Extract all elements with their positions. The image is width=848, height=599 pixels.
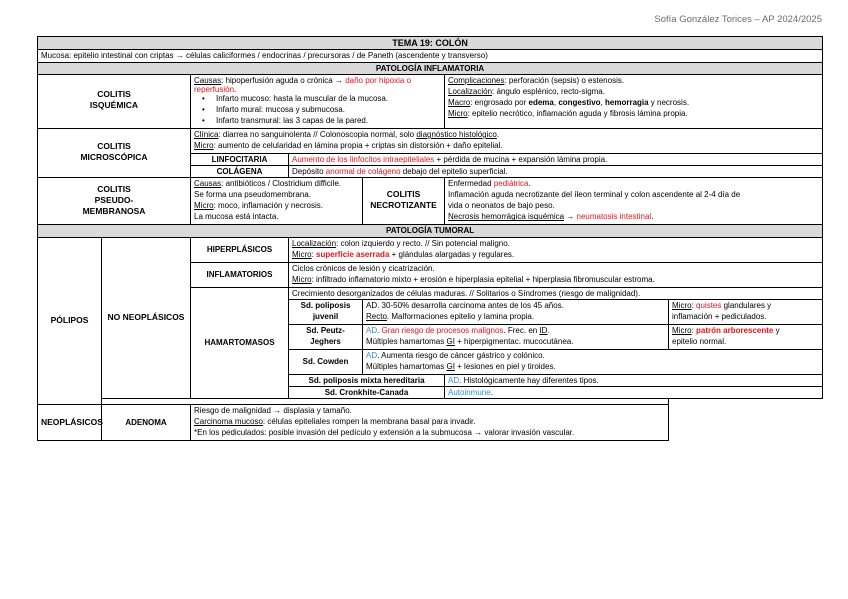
punct: . bbox=[528, 179, 531, 189]
mucosa-row bbox=[38, 50, 823, 62]
micro-line bbox=[194, 201, 359, 212]
inflamatorios-text bbox=[289, 262, 823, 287]
label-line: juvenil bbox=[312, 311, 339, 321]
label: Micro bbox=[292, 249, 312, 259]
cowden-label: Sd. Cowden bbox=[289, 349, 363, 374]
text: : antibióticos / Clostridium difficile. bbox=[221, 179, 342, 189]
label-line: Sd. Peutz- bbox=[306, 325, 345, 335]
poliposis-mixta-label: Sd. poliposis mixta hereditaria bbox=[289, 374, 445, 386]
poliposis-juvenil-text bbox=[363, 299, 669, 324]
no-neoplasicos-label: NO NEOPLÁSICOS bbox=[102, 237, 191, 399]
sep: . bbox=[377, 325, 382, 335]
text: : engrosado por bbox=[470, 97, 529, 107]
causas-line bbox=[194, 179, 359, 190]
title-row bbox=[38, 37, 823, 50]
text: Enfermedad bbox=[448, 179, 494, 189]
hiperplasicos-row bbox=[38, 237, 823, 262]
hiperplasicos-text bbox=[289, 237, 823, 262]
highlight: Gran riesgo de procesos malignos bbox=[381, 325, 504, 335]
text: : células epiteliales rompen la membrana basal para invadir. bbox=[262, 417, 476, 427]
text: : ángulo esplénico, recto-sigma. bbox=[492, 86, 605, 96]
section-header-tumoral: PATOLOGÍA TUMORAL bbox=[38, 225, 823, 237]
adenoma-label: ADENOMA bbox=[102, 405, 191, 441]
adenoma-text bbox=[191, 405, 669, 441]
text: debajo del epitelio superficial. bbox=[400, 167, 508, 177]
text: . Histológicamente hay diferentes tipos. bbox=[459, 375, 599, 385]
text-line: epitelio normal. bbox=[672, 336, 727, 346]
colagena-text bbox=[289, 166, 823, 178]
colitis-isquemica-row bbox=[38, 74, 823, 128]
highlight: patrón arborescente bbox=[696, 325, 774, 335]
tumoral-header-row bbox=[38, 225, 823, 237]
text-line: Inflamación aguda necrotizante del íleon terminal y colon ascendente al 2-4 día de bbox=[448, 190, 741, 200]
label-line: Jeghers bbox=[310, 336, 341, 346]
text: . Frec. en bbox=[503, 325, 540, 335]
text-line: AD. 30-50% desarrolla carcinoma antes de los 45 años. bbox=[366, 300, 564, 310]
micro-line bbox=[292, 250, 819, 261]
arrow: → bbox=[564, 212, 577, 222]
sep: : bbox=[311, 249, 317, 259]
text-line: Se forma una pseudomembrana. bbox=[194, 190, 311, 200]
label-line: PSEUDO- bbox=[94, 194, 134, 205]
causas-label: Causas bbox=[194, 75, 222, 85]
colitis-microscopica-label bbox=[38, 129, 191, 178]
bold-term: edema bbox=[528, 97, 554, 107]
label: Micro bbox=[292, 274, 312, 284]
colitis-isquemica-causas bbox=[191, 74, 445, 128]
bullet-item: • Infarto transmural: las 3 capas de la pared. bbox=[194, 116, 441, 127]
colitis-isquemica-details bbox=[445, 74, 823, 128]
label-line: COLITIS bbox=[97, 183, 131, 194]
colitis-microscopica-general bbox=[191, 129, 823, 154]
text-line: *En los pediculados: posible invasión del pedículo y extensión a la submucosa → valorar invasión vascular. bbox=[194, 428, 575, 438]
text: + glándulas alargadas y regulares. bbox=[389, 249, 515, 259]
label-line: NECROTIZANTE bbox=[370, 200, 437, 211]
label: Causas bbox=[194, 179, 222, 189]
bold-term: hemorragia bbox=[605, 97, 649, 107]
linfocitaria-label: LINFOCITARIA bbox=[191, 154, 289, 166]
inheritance: AD bbox=[448, 375, 460, 385]
label: Micro bbox=[194, 141, 214, 151]
text: : infiltrado inflamatorio mixto + erosión e hiperplasia epitelial + hiperplasia fibromuscular estroma. bbox=[311, 274, 655, 284]
colitis-necrotizante-label bbox=[363, 178, 445, 225]
colitis-pseudo-necro-row bbox=[38, 178, 823, 225]
text-line: inflamación + pediculados. bbox=[672, 311, 767, 321]
highlight: anormal de colágeno bbox=[325, 167, 401, 177]
text-line bbox=[448, 179, 819, 190]
label: Micro bbox=[672, 300, 692, 310]
punct: . bbox=[496, 130, 500, 140]
label-line: MEMBRANOSA bbox=[82, 205, 146, 216]
micro-line bbox=[292, 275, 819, 286]
text: Múltiples hamartomas bbox=[366, 336, 447, 346]
text-line bbox=[366, 312, 665, 323]
colon-summary-table bbox=[37, 36, 823, 441]
causas-highlight: daño por hipoxia o reperfusión bbox=[194, 75, 412, 94]
section-header-inflamatoria: PATOLOGÍA INFLAMATORIA bbox=[38, 62, 823, 74]
text: : moco, inflamación y necrosis. bbox=[213, 201, 323, 211]
punct: . bbox=[547, 325, 550, 335]
text-line bbox=[448, 212, 819, 223]
inheritance: AD bbox=[366, 350, 378, 360]
text-line: Riesgo de malignidad → displasia y tamaño. bbox=[194, 406, 352, 416]
colagena-label: COLÁGENA bbox=[191, 166, 289, 178]
text: glandulares y bbox=[721, 300, 772, 310]
label-line: COLITIS bbox=[386, 189, 421, 200]
micro-line bbox=[194, 141, 819, 152]
inheritance: AD bbox=[366, 325, 378, 335]
text-line bbox=[366, 362, 819, 373]
label: Micro bbox=[194, 201, 214, 211]
highlight: Aumento de los linfocitos intraepiteliales bbox=[292, 155, 435, 165]
poliposis-mixta-text bbox=[445, 374, 823, 386]
hiperplasicos-label: HIPERPLÁSICOS bbox=[191, 237, 289, 262]
text: Depósito bbox=[292, 167, 326, 177]
micro-line bbox=[448, 109, 819, 120]
complicaciones-line bbox=[448, 76, 819, 87]
label: Macro bbox=[448, 97, 471, 107]
text-line: vida o neonatos de bajo peso. bbox=[448, 201, 555, 211]
text-line bbox=[366, 326, 665, 337]
peutz-jeghers-micro bbox=[669, 324, 823, 349]
label: Complicaciones bbox=[448, 75, 505, 85]
text: . Aumenta riesgo de cáncer gástrico y colónico. bbox=[377, 350, 545, 360]
sep: : bbox=[691, 325, 697, 335]
neoplasicos-row bbox=[38, 405, 823, 441]
label-line: ISQUÉMICA bbox=[89, 100, 139, 111]
text-line bbox=[366, 351, 819, 362]
highlight: neumatosis intestinal bbox=[576, 212, 652, 222]
micro-line bbox=[672, 301, 819, 312]
text: . Malformaciones epitelio y lamina propia. bbox=[386, 311, 535, 321]
underlined-term: ID bbox=[539, 325, 548, 335]
label-line: COLITIS bbox=[97, 89, 131, 100]
clinica-line bbox=[194, 130, 819, 141]
peutz-jeghers-label bbox=[289, 324, 363, 349]
text-line: Ciclos crónicos de lesión y cicatrización. bbox=[292, 263, 435, 273]
inflamatoria-header-row bbox=[38, 62, 823, 74]
label-line: MICROSCÓPICA bbox=[80, 152, 148, 163]
underlined-term: GI bbox=[446, 361, 455, 371]
localizacion-line bbox=[448, 87, 819, 98]
text: y necrosis. bbox=[648, 97, 690, 107]
punct: . bbox=[651, 212, 654, 222]
text: : perforación (sepsis) o estenosis. bbox=[504, 75, 625, 85]
macro-line bbox=[448, 98, 819, 109]
causas-text: : hipoperfusión aguda o crónica → bbox=[221, 75, 346, 85]
cronkhite-canada-text bbox=[445, 387, 823, 399]
punct: . bbox=[490, 388, 493, 398]
sep: : bbox=[691, 300, 697, 310]
cowden-text bbox=[363, 349, 823, 374]
hamartomasos-label: HAMARTOMASOS bbox=[191, 287, 289, 399]
hamartomasos-general: Crecimiento desorganizados de células maduras. // Solitarios o Síndromes (riesgo de malignidad). bbox=[289, 287, 823, 299]
text: + hiperpigmentac. mucocutánea. bbox=[454, 336, 574, 346]
cronkhite-canada-label: Sd. Cronkhite-Canada bbox=[289, 387, 445, 399]
underlined-term: diagnóstico histológico bbox=[416, 130, 497, 140]
text: : epitelio necrótico, inflamación aguda y fibrosis lámina propia. bbox=[467, 108, 688, 118]
bullet-item: • Infarto mucoso: hasta la muscular de la mucosa. bbox=[194, 94, 441, 105]
text-line bbox=[194, 417, 665, 428]
underlined-term: Necrosis hemorrágica isquémica bbox=[448, 212, 565, 222]
polipos-label: PÓLIPOS bbox=[38, 237, 102, 405]
label-line: COLITIS bbox=[97, 141, 131, 152]
text: : colon izquierdo y recto. // Sin potencial maligno. bbox=[336, 238, 510, 248]
sep: , bbox=[553, 97, 559, 107]
highlight: pediátrica bbox=[493, 179, 529, 189]
text: + lesiones en piel y tiroides. bbox=[454, 361, 556, 371]
micro-line bbox=[672, 326, 819, 337]
colitis-microscopica-row1 bbox=[38, 129, 823, 154]
label: Micro bbox=[448, 108, 468, 118]
label: Localización bbox=[292, 238, 337, 248]
colitis-isquemica-label bbox=[38, 74, 191, 128]
underlined-term: GI bbox=[446, 336, 455, 346]
peutz-jeghers-text bbox=[363, 324, 669, 349]
label-line: Sd. poliposis bbox=[300, 300, 351, 310]
author-footer: Sofía González Torices – AP 2024/2025 bbox=[654, 14, 822, 25]
sep: , bbox=[600, 97, 605, 107]
text: Múltiples hamartomas bbox=[366, 361, 447, 371]
underlined-term: Recto bbox=[366, 311, 387, 321]
text: : aumento de celularidad en lámina propia + criptas sin distorsión + daño epitelial. bbox=[213, 141, 503, 151]
colitis-pseudomembranosa-text bbox=[191, 178, 363, 225]
mucosa-description: Mucosa: epitelio intestinal con criptas → células caliciformes / endocrinas / precursoras / de Paneth (ascendente y transverso) bbox=[38, 50, 823, 62]
label: Micro bbox=[672, 325, 692, 335]
poliposis-juvenil-label bbox=[289, 299, 363, 324]
linfocitaria-text bbox=[289, 154, 823, 166]
label: Clínica bbox=[194, 130, 219, 140]
causas-line bbox=[194, 76, 441, 94]
highlight: superficie aserrada bbox=[316, 249, 390, 259]
text-line: La mucosa está intacta. bbox=[194, 212, 279, 222]
inheritance: Autoinmune bbox=[448, 388, 491, 398]
poliposis-juvenil-micro bbox=[669, 299, 823, 324]
text-line bbox=[366, 337, 665, 348]
punct: . bbox=[234, 84, 237, 94]
colitis-necrotizante-text bbox=[445, 178, 823, 225]
highlight: quistes bbox=[696, 300, 722, 310]
localizacion-line bbox=[292, 239, 819, 250]
underlined-term: Carcinoma mucoso bbox=[194, 417, 263, 427]
label: Localización bbox=[448, 86, 493, 96]
text: : diarrea no sanguinolenta // Colonoscopia normal, solo bbox=[218, 130, 417, 140]
text: y bbox=[773, 325, 780, 335]
colitis-pseudomembranosa-label bbox=[38, 178, 191, 225]
inflamatorios-label: INFLAMATORIOS bbox=[191, 262, 289, 287]
text: + pérdida de mucina + expansión lámina propia. bbox=[434, 155, 608, 165]
bullet-item: • Infarto mural: mucosa y submucosa. bbox=[194, 105, 441, 116]
table-title: TEMA 19: COLÓN bbox=[38, 37, 823, 50]
neoplasicos-label: NEOPLÁSICOS bbox=[38, 405, 102, 441]
bold-term: congestivo bbox=[558, 97, 601, 107]
